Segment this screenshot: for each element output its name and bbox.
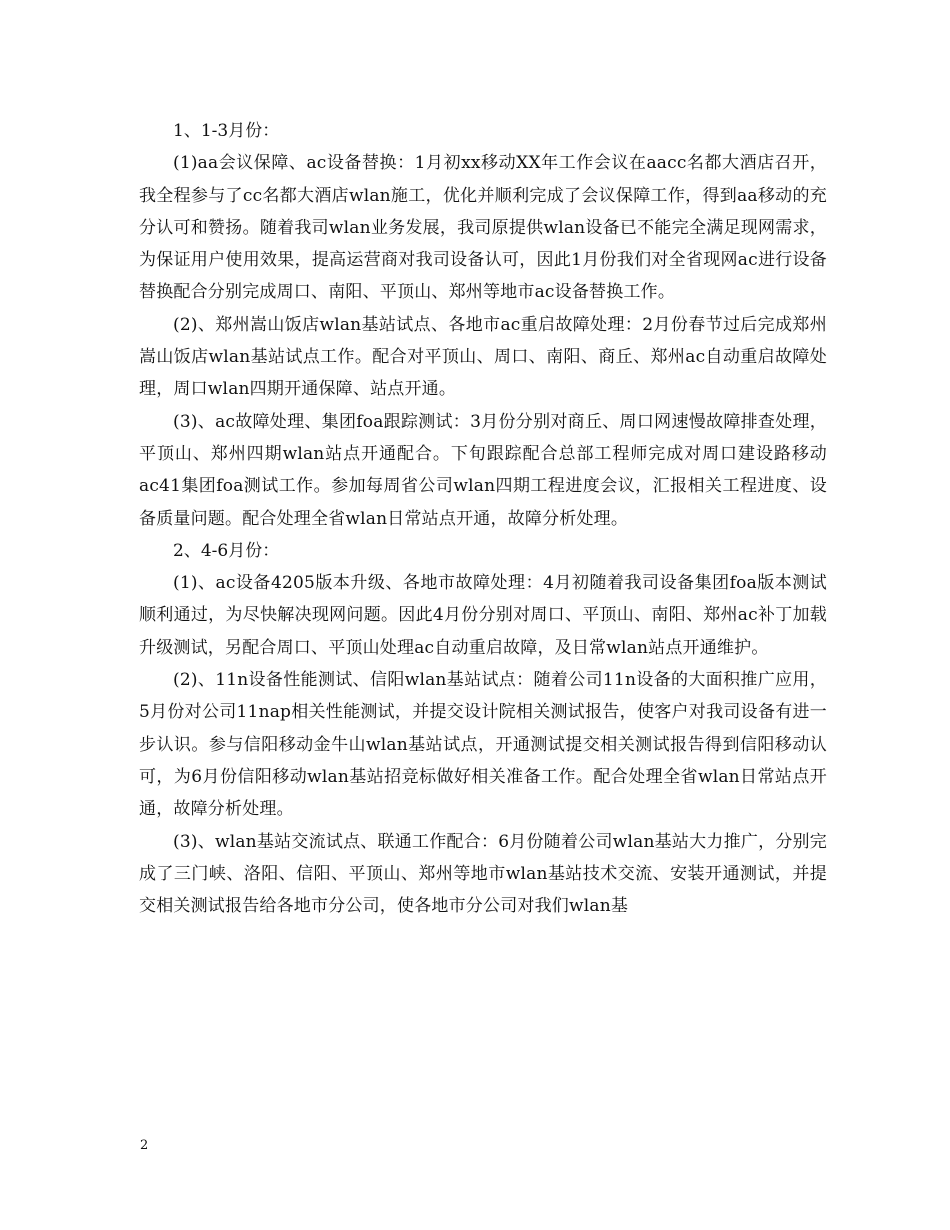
- paragraph-meeting-support: (1)aa会议保障、ac设备替换：1月初xx移动XX年工作会议在aacc名都大酒店召开，我全程参与了cc名都大酒店wlan施工，优化并顺利完成了会议保障工作，得到aa移动的充分认可和赞扬。随着我司wlan业务发展，我司原提供wlan设备已不能完全满足现网需求，为保证用户使用效果，提高运营商对我司设备认可，因此1月份我们对全省现网ac进行设备替换配合分别完成周口、南阳、平顶山、郑州等地市ac设备替换工作。: [139, 153, 827, 303]
- paragraph-base-station-exchange: (3)、wlan基站交流试点、联通工作配合：6月份随着公司wlan基站大力推广，分别完成了三门峡、洛阳、信阳、平顶山、郑州等地市wlan基站技术交流、安装开通测试，并提交相关测试报告给各地市分公司，使各地市分公司对我们wlan基: [139, 831, 827, 917]
- paragraph-ac-fault-handling: (3)、ac故障处理、集团foa跟踪测试：3月份分别对商丘、周口网速慢故障排查处理，平顶山、郑州四期wlan站点开通配合。下旬跟踪配合总部工程师完成对周口建设路移动ac41集团foa测试工作。参加每周省公司wlan四期工程进度会议，汇报相关工程进度、设备质量问题。配合处理全省wlan日常站点开通，故障分析处理。: [139, 411, 827, 529]
- document-body: [139, 115, 827, 922]
- section-heading-apr-jun: 2、4-6月份：: [173, 540, 280, 561]
- paragraph-11n-testing: (2)、11n设备性能测试、信阳wlan基站试点：随着公司11n设备的大面积推广应用，5月份对公司11nap相关性能测试，并提交设计院相关测试报告，使客户对我司设备有进一步认识。参与信阳移动金牛山wlan基站试点，开通测试提交相关测试报告得到信阳移动认可，为6月份信阳移动wlan基站招竞标做好相关准备工作。配合处理全省wlan日常站点开通，故障分析处理。: [139, 670, 827, 820]
- paragraph-version-upgrade: (1)、ac设备4205版本升级、各地市故障处理：4月初随着我司设备集团foa版本测试顺利通过，为尽快解决现网问题。因此4月份分别对周口、平顶山、南阳、郑州ac补丁加载升级测试，另配合周口、平顶山处理ac自动重启故障，及日常wlan站点开通维护。: [139, 573, 827, 658]
- paragraph-zhengzhou-pilot: (2)、郑州嵩山饭店wlan基站试点、各地市ac重启故障处理：2月份春节过后完成郑州嵩山饭店wlan基站试点工作。配合对平顶山、周口、南阳、商丘、郑州ac自动重启故障处理，周口wlan四期开通保障、站点开通。: [139, 314, 827, 400]
- page-number: 2: [140, 1138, 149, 1153]
- section-heading-jan-mar: 1、1-3月份：: [173, 121, 280, 141]
